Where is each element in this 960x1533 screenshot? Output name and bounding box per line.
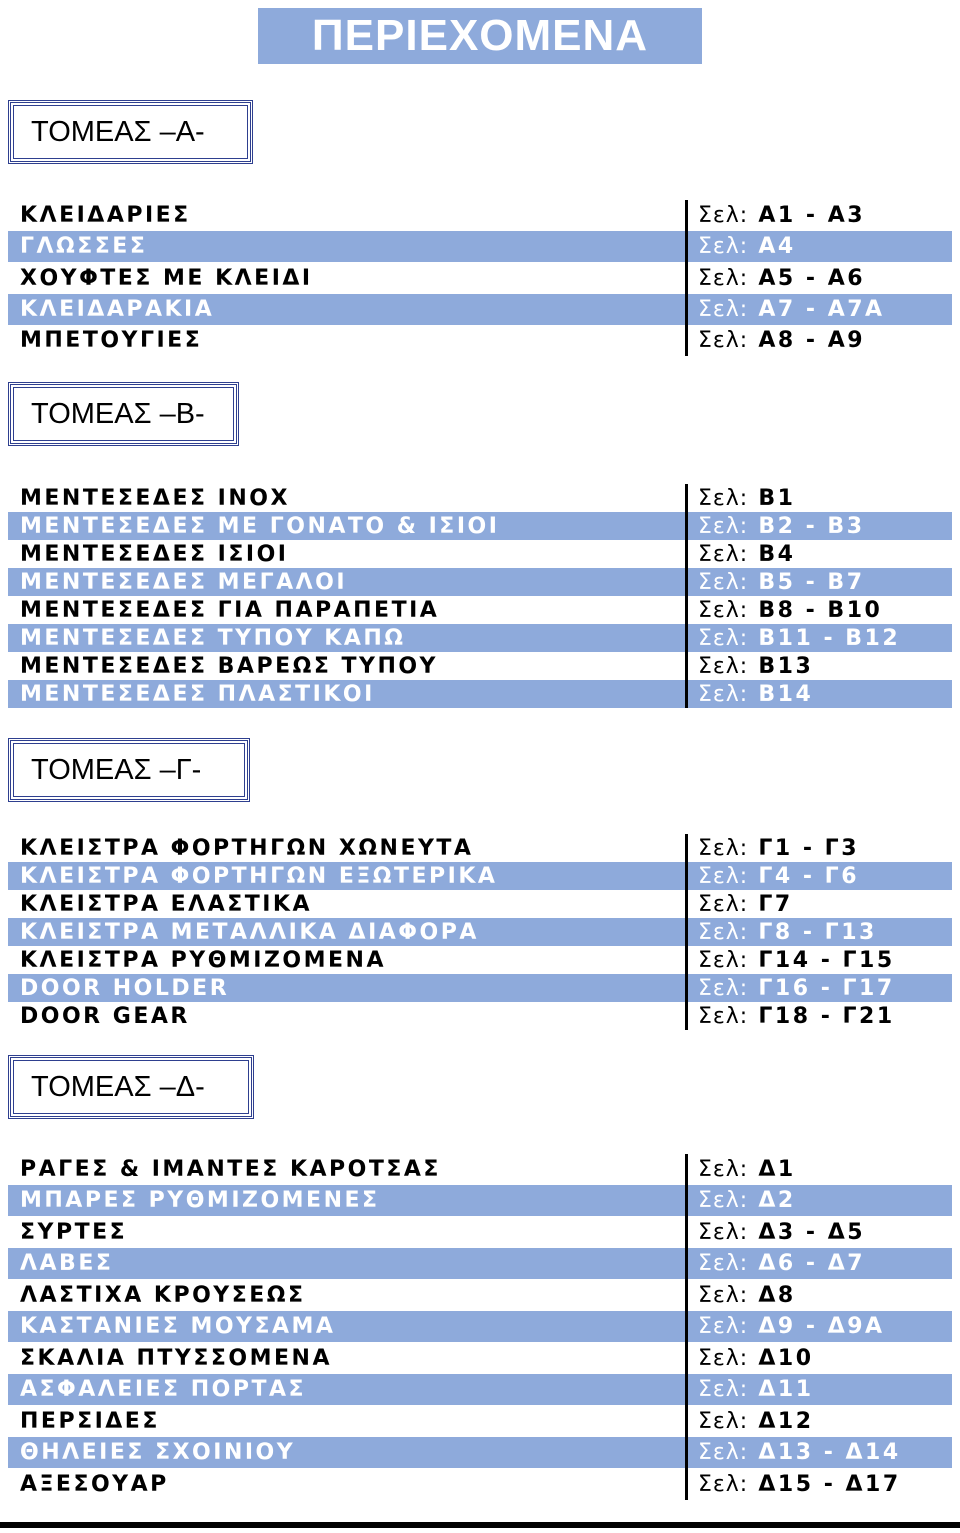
toc-item-name: ΡΑΓΕΣ & ΙΜΑΝΤΕΣ ΚΑΡΟΤΣΑΣ — [20, 1157, 441, 1182]
toc-item-page — [698, 1220, 865, 1245]
toc-item-page — [698, 1377, 814, 1402]
section-heading-b: ΤΟΜΕΑΣ –Β- — [8, 382, 239, 446]
page-range: Β14 — [758, 681, 814, 707]
page-title: ΠΕΡΙΕΧΟΜΕΝΑ — [258, 8, 702, 64]
page-range: Β4 — [758, 541, 796, 567]
page-label: Σελ: — [698, 919, 749, 945]
toc-item-page — [698, 297, 885, 322]
toc-item-name: ΣΥΡΤΕΣ — [20, 1219, 128, 1245]
toc-item-page — [698, 234, 796, 259]
page-label: Σελ: — [698, 891, 749, 917]
page-label: Σελ: — [698, 1440, 749, 1465]
page-range: Δ6 - Δ7 — [758, 1251, 866, 1276]
page-range: Δ2 — [758, 1188, 796, 1213]
toc-item-name: ΚΛΕΙΣΤΡΑ ΜΕΤΑΛΛΙΚΑ ΔΙΑΦΟΡΑ — [20, 919, 479, 945]
page-label: Σελ: — [698, 297, 749, 322]
toc-item-page — [698, 626, 900, 651]
toc-item-page — [698, 328, 865, 353]
bottom-divider — [0, 1522, 960, 1528]
page-label: Σελ: — [698, 975, 749, 1001]
toc-item-name: DOOR GEAR — [20, 1003, 190, 1029]
toc-item-name: ΜΠΕΤΟΥΓΙΕΣ — [20, 328, 203, 353]
toc-item-page — [698, 892, 793, 917]
toc-row[interactable] — [8, 652, 952, 680]
toc-item-page — [698, 570, 865, 595]
toc-item-page — [698, 654, 813, 679]
page-range: Δ15 - Δ17 — [758, 1471, 901, 1497]
toc-item-page — [698, 514, 865, 539]
toc-item-page — [698, 542, 795, 567]
toc-row[interactable] — [8, 680, 952, 708]
toc-row[interactable] — [8, 484, 952, 512]
page-range: Α4 — [758, 234, 796, 259]
toc-item-name: ΜΕΝΤΕΣΕΔΕΣ ΓΙΑ ΠΑΡΑΠΕΤΙΑ — [20, 597, 440, 623]
toc-row[interactable] — [8, 231, 952, 262]
page-label: Σελ: — [698, 653, 749, 679]
page-range: Α8 - Α9 — [758, 328, 866, 353]
page-label: Σελ: — [698, 1471, 749, 1497]
toc-row[interactable] — [8, 540, 952, 568]
toc-item-page — [698, 836, 859, 861]
column-divider — [685, 834, 688, 1030]
page-range: Γ1 - Γ3 — [758, 835, 860, 861]
page-label: Σελ: — [698, 625, 749, 651]
toc-item-name: ΜΠΑΡΕΣ ΡΥΘΜΙΖΟΜΕΝΕΣ — [20, 1188, 380, 1213]
toc-item-name: ΚΛΕΙΔΑΡΑΚΙΑ — [20, 297, 215, 322]
page-label: Σελ: — [698, 1314, 749, 1339]
toc-row[interactable] — [8, 862, 952, 890]
toc-row[interactable] — [8, 1154, 952, 1185]
toc-item-page — [698, 598, 882, 623]
page-range: Β1 — [758, 485, 796, 511]
toc-row[interactable] — [8, 1342, 952, 1374]
section-g-list — [8, 834, 952, 1030]
toc-item-name: ΚΑΣΤΑΝΙΕΣ ΜΟΥΣΑΜΑ — [20, 1314, 336, 1339]
page-label: Σελ: — [698, 1188, 749, 1213]
page-label: Σελ: — [698, 328, 749, 353]
toc-item-name: ΣΚΑΛΙΑ ΠΤΥΣΣΟΜΕΝΑ — [20, 1345, 332, 1371]
toc-item-name: ΜΕΝΤΕΣΕΔΕΣ ΜΕΓΑΛΟΙ — [20, 569, 348, 595]
page-range: Α5 - Α6 — [758, 265, 866, 291]
toc-row[interactable] — [8, 834, 952, 862]
page-range: Γ18 - Γ21 — [758, 1003, 895, 1029]
toc-item-page — [698, 948, 895, 973]
toc-item-page — [698, 682, 813, 707]
toc-item-name: ΚΛΕΙΣΤΡΑ ΡΥΘΜΙΖΟΜΕΝΑ — [20, 947, 386, 973]
page-range: Β13 — [758, 653, 814, 679]
page-label: Σελ: — [698, 1377, 749, 1402]
toc-item-page — [698, 486, 795, 511]
toc-row[interactable] — [8, 1374, 952, 1405]
toc-row[interactable] — [8, 946, 952, 974]
page-range: Γ16 - Γ17 — [758, 975, 895, 1001]
page-range: Γ14 - Γ15 — [758, 947, 895, 973]
toc-row[interactable] — [8, 200, 952, 231]
toc-item-page — [698, 1157, 796, 1182]
page-label: Σελ: — [698, 1408, 749, 1434]
toc-row[interactable] — [8, 1405, 952, 1437]
page-range: Β11 - Β12 — [758, 625, 901, 651]
toc-item-page — [698, 266, 865, 291]
page-range: Δ9 - Δ9Α — [758, 1314, 885, 1339]
page-range: Γ7 — [758, 891, 793, 917]
page-label: Σελ: — [698, 1251, 749, 1276]
toc-row[interactable] — [8, 624, 952, 652]
column-divider — [685, 484, 688, 708]
toc-item-name: ΜΕΝΤΕΣΕΔΕΣ ΒΑΡΕΩΣ ΤΥΠΟΥ — [20, 653, 438, 679]
page-range: Δ3 - Δ5 — [758, 1219, 866, 1245]
page-range: Δ11 — [758, 1377, 814, 1402]
section-heading-a: ΤΟΜΕΑΣ –Α- — [8, 100, 253, 164]
toc-item-page — [698, 1409, 814, 1434]
column-divider — [685, 200, 688, 356]
toc-item-name: DOOR HOLDER — [20, 975, 230, 1001]
page-label: Σελ: — [698, 947, 749, 973]
toc-item-name: ΚΛΕΙΣΤΡΑ ΦΟΡΤΗΓΩΝ ΧΩΝΕΥΤΑ — [20, 835, 474, 861]
toc-item-name: ΑΣΦΑΛΕΙΕΣ ΠΟΡΤΑΣ — [20, 1377, 307, 1402]
page-label: Σελ: — [698, 265, 749, 291]
toc-item-name: ΚΛΕΙΔΑΡΙΕΣ — [20, 203, 191, 228]
page-label: Σελ: — [698, 1282, 749, 1308]
toc-item-name: ΜΕΝΤΕΣΕΔΕΣ ΠΛΑΣΤΙΚΟΙ — [20, 681, 375, 707]
page-range: Β8 - Β10 — [758, 597, 883, 623]
page-label: Σελ: — [698, 203, 749, 228]
toc-item-page — [698, 203, 865, 228]
page-label: Σελ: — [698, 569, 749, 595]
toc-row[interactable] — [8, 1002, 952, 1030]
toc-row[interactable] — [8, 1216, 952, 1248]
toc-item-name: ΚΛΕΙΣΤΡΑ ΦΟΡΤΗΓΩΝ ΕΞΩΤΕΡΙΚΑ — [20, 863, 498, 889]
toc-row[interactable] — [8, 1279, 952, 1311]
toc-item-page — [698, 1314, 885, 1339]
section-b-list — [8, 484, 952, 708]
toc-item-name: ΜΕΝΤΕΣΕΔΕΣ ΜΕ ΓΟΝΑΤΟ & ΙΣΙΟΙ — [20, 513, 500, 539]
toc-item-page — [698, 920, 877, 945]
page-range: Γ8 - Γ13 — [758, 919, 877, 945]
toc-item-page — [698, 1440, 901, 1465]
page-range: Δ10 — [758, 1345, 814, 1371]
page-label: Σελ: — [698, 863, 749, 889]
page-range: Δ12 — [758, 1408, 814, 1434]
toc-row[interactable] — [8, 890, 952, 918]
section-a-list — [8, 200, 952, 356]
toc-item-page — [698, 1251, 865, 1276]
section-heading-d: ΤΟΜΕΑΣ –Δ- — [8, 1055, 254, 1119]
toc-item-name: ΛΑΒΕΣ — [20, 1251, 114, 1276]
toc-row[interactable] — [8, 294, 952, 325]
toc-row[interactable] — [8, 596, 952, 624]
toc-row[interactable] — [8, 1311, 952, 1342]
toc-item-name: ΜΕΝΤΕΣΕΔΕΣ ΙΝΟΧ — [20, 485, 290, 511]
toc-item-page — [698, 1346, 814, 1371]
page-range: Δ13 - Δ14 — [758, 1440, 901, 1465]
page-range: Α1 - Α3 — [758, 203, 866, 228]
toc-item-name: ΚΛΕΙΣΤΡΑ ΕΛΑΣΤΙΚΑ — [20, 891, 313, 917]
toc-row[interactable] — [8, 974, 952, 1002]
page-range: Γ4 - Γ6 — [758, 863, 860, 889]
toc-item-name: ΑΞΕΣΟΥΑΡ — [20, 1471, 169, 1497]
page-label: Σελ: — [698, 485, 749, 511]
page-label: Σελ: — [698, 681, 749, 707]
page-label: Σελ: — [698, 1157, 749, 1182]
toc-row[interactable] — [8, 918, 952, 946]
page-range: Δ1 — [758, 1157, 796, 1182]
page-label: Σελ: — [698, 835, 749, 861]
page-label: Σελ: — [698, 1219, 749, 1245]
page-label: Σελ: — [698, 597, 749, 623]
toc-row[interactable] — [8, 512, 952, 540]
page-range: Β5 - Β7 — [758, 569, 865, 595]
toc-row[interactable] — [8, 1437, 952, 1468]
toc-row[interactable] — [8, 325, 952, 356]
toc-item-name: ΓΛΩΣΣΕΣ — [20, 234, 148, 259]
toc-item-name: ΜΕΝΤΕΣΕΔΕΣ ΙΣΙΟΙ — [20, 541, 289, 567]
section-heading-g: ΤΟΜΕΑΣ –Γ- — [8, 738, 250, 802]
toc-item-name: ΛΑΣΤΙΧΑ ΚΡΟΥΣΕΩΣ — [20, 1282, 306, 1308]
toc-row[interactable] — [8, 262, 952, 294]
toc-row[interactable] — [8, 1468, 952, 1500]
section-d-list — [8, 1154, 952, 1500]
toc-row[interactable] — [8, 1248, 952, 1279]
toc-row[interactable] — [8, 568, 952, 596]
page-range: Δ8 — [758, 1282, 796, 1308]
toc-item-name: ΧΟΥΦΤΕΣ ΜΕ ΚΛΕΙΔΙ — [20, 265, 313, 291]
page-range: Α7 - Α7Α — [758, 297, 885, 322]
toc-item-page — [698, 976, 895, 1001]
toc-row[interactable] — [8, 1185, 952, 1216]
page-range: Β2 - Β3 — [758, 513, 865, 539]
toc-item-page — [698, 1004, 895, 1029]
toc-item-name: ΜΕΝΤΕΣΕΔΕΣ ΤΥΠΟΥ ΚΑΠΩ — [20, 625, 406, 651]
column-divider — [685, 1154, 688, 1500]
page-label: Σελ: — [698, 234, 749, 259]
toc-item-name: ΘΗΛΕΙΕΣ ΣΧΟΙΝΙΟΥ — [20, 1440, 296, 1465]
page-label: Σελ: — [698, 541, 749, 567]
toc-item-name: ΠΕΡΣΙΔΕΣ — [20, 1408, 160, 1434]
toc-item-page — [698, 1188, 796, 1213]
toc-item-page — [698, 1283, 796, 1308]
toc-item-page — [698, 864, 859, 889]
page-label: Σελ: — [698, 1345, 749, 1371]
toc-item-page — [698, 1472, 901, 1497]
page-label: Σελ: — [698, 1003, 749, 1029]
page-label: Σελ: — [698, 513, 749, 539]
